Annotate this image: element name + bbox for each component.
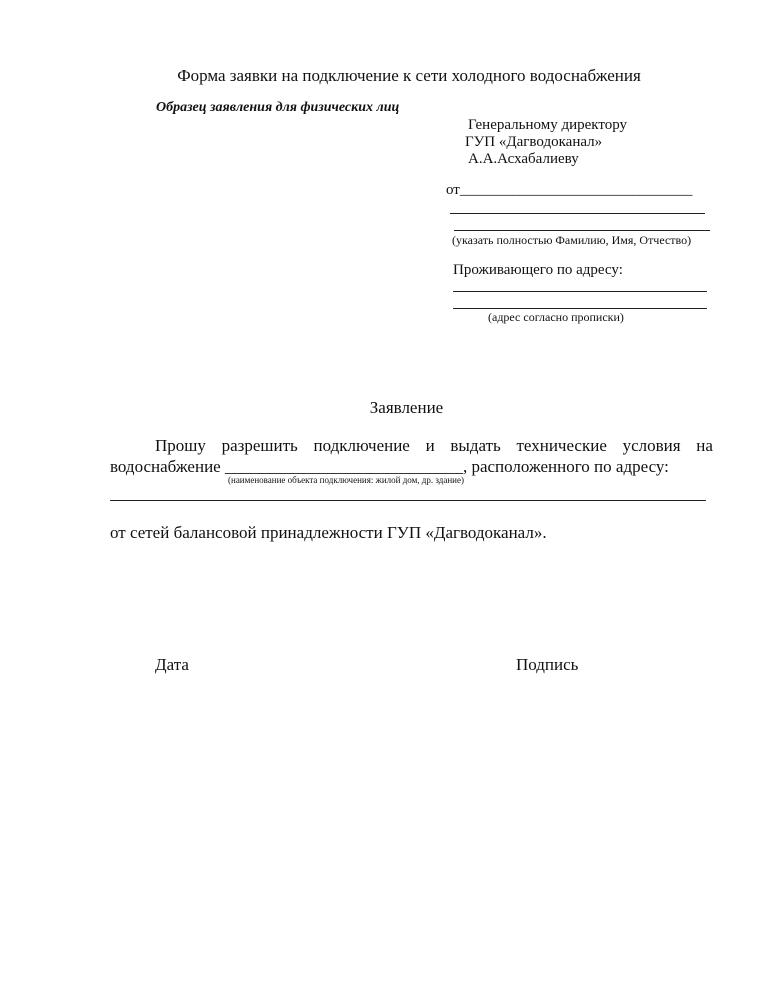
word: технические — [516, 436, 607, 455]
document-title: Форма заявки на подключение к сети холодного водоснабжения — [177, 66, 641, 85]
from-prefix: от — [446, 182, 460, 198]
word: Прошу — [155, 436, 206, 455]
word: на — [696, 436, 713, 455]
document-subtitle: Образец заявления для физических лиц — [156, 100, 400, 115]
water-supply-word: водоснабжение — [110, 457, 221, 476]
name-hint: (указать полностью Фамилию, Имя, Отчество) — [452, 233, 692, 247]
object-hint: (наименование объекта подключения: жилой дом, др. здание) — [228, 475, 464, 485]
from-underline: _______________________________ — [459, 182, 693, 198]
statement-heading: Заявление — [369, 398, 444, 417]
addressee-organization: ГУП «Дагводоканал» — [465, 134, 603, 150]
located-at-text: , расположенного по адресу: — [462, 457, 669, 476]
name-line-2[interactable] — [450, 213, 705, 214]
addressee-position: Генеральному директору — [468, 117, 628, 133]
object-name-blank[interactable]: ____________________________ — [224, 457, 463, 476]
signature-label: Подпись — [516, 655, 579, 674]
address-hint: (адрес согласно прописки) — [488, 310, 624, 324]
addressee-name: А.А.Асхабалиеву — [468, 151, 579, 167]
word: условия — [622, 436, 681, 455]
from-line[interactable] — [446, 182, 692, 199]
paragraph-line-3: от сетей балансовой принадлежности ГУП «Дагводоканал». — [110, 523, 547, 542]
word: подключение — [313, 436, 410, 455]
date-label: Дата — [155, 655, 189, 674]
address-line-2[interactable] — [453, 308, 707, 309]
paragraph-line-1 — [155, 436, 713, 456]
address-line-1[interactable] — [453, 291, 707, 292]
word: разрешить — [221, 436, 298, 455]
word: и — [425, 436, 435, 455]
word: выдать — [450, 436, 501, 455]
residence-label: Проживающего по адресу: — [453, 262, 623, 278]
object-address-line[interactable] — [110, 500, 706, 501]
paragraph-line-2 — [110, 457, 669, 477]
name-line-3[interactable] — [454, 230, 710, 231]
